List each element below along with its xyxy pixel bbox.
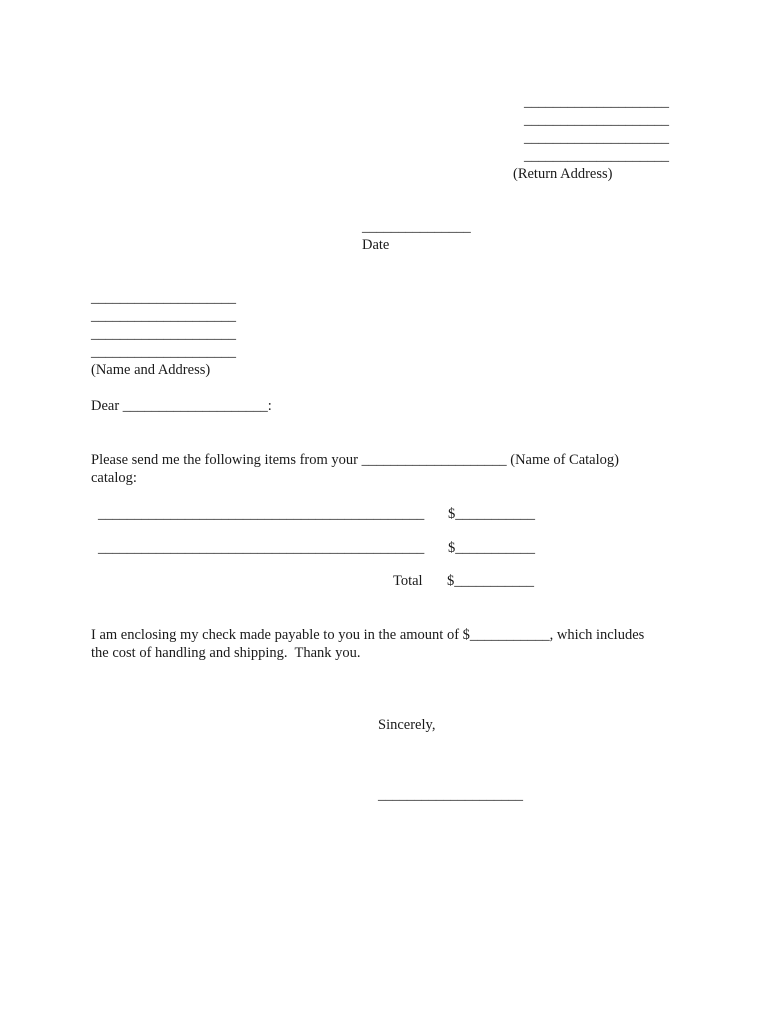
request-line-2: catalog: bbox=[91, 470, 137, 486]
item-2-description: _____________________________________________ bbox=[98, 540, 425, 556]
date-label: Date bbox=[362, 237, 390, 253]
salutation-suffix: : bbox=[267, 398, 272, 414]
item-2-amount: $___________ bbox=[448, 540, 535, 556]
return-address-line-3: ____________________ bbox=[524, 130, 669, 146]
enclosure-line-1: I am enclosing my check made payable to you in the amount of $___________, which includes bbox=[91, 627, 645, 643]
salutation-blank: ____________________ bbox=[122, 398, 268, 414]
closing-text: Sincerely, bbox=[378, 717, 436, 733]
return-address-line-1: ____________________ bbox=[524, 94, 669, 110]
date-line: _______________ bbox=[362, 219, 471, 235]
recipient-line-3: ____________________ bbox=[91, 326, 236, 342]
signature-line: ____________________ bbox=[378, 787, 523, 803]
total-amount: $___________ bbox=[447, 573, 534, 589]
return-address-label: (Return Address) bbox=[513, 166, 613, 182]
recipient-line-1: ____________________ bbox=[91, 290, 236, 306]
salutation bbox=[91, 398, 272, 415]
salutation-prefix: Dear bbox=[91, 398, 120, 414]
request-line-1: Please send me the following items from your ____________________ (Name of Catalog) bbox=[91, 452, 619, 468]
item-1-description: _____________________________________________ bbox=[98, 506, 425, 522]
recipient-line-2: ____________________ bbox=[91, 308, 236, 324]
recipient-line-4: ____________________ bbox=[91, 344, 236, 360]
return-address-line-4: ____________________ bbox=[524, 148, 669, 164]
enclosure-line-2: the cost of handling and shipping. Thank you. bbox=[91, 645, 361, 661]
total-label: Total bbox=[393, 573, 423, 589]
return-address-line-2: ____________________ bbox=[524, 112, 669, 128]
item-1-amount: $___________ bbox=[448, 506, 535, 522]
recipient-label: (Name and Address) bbox=[91, 362, 211, 378]
